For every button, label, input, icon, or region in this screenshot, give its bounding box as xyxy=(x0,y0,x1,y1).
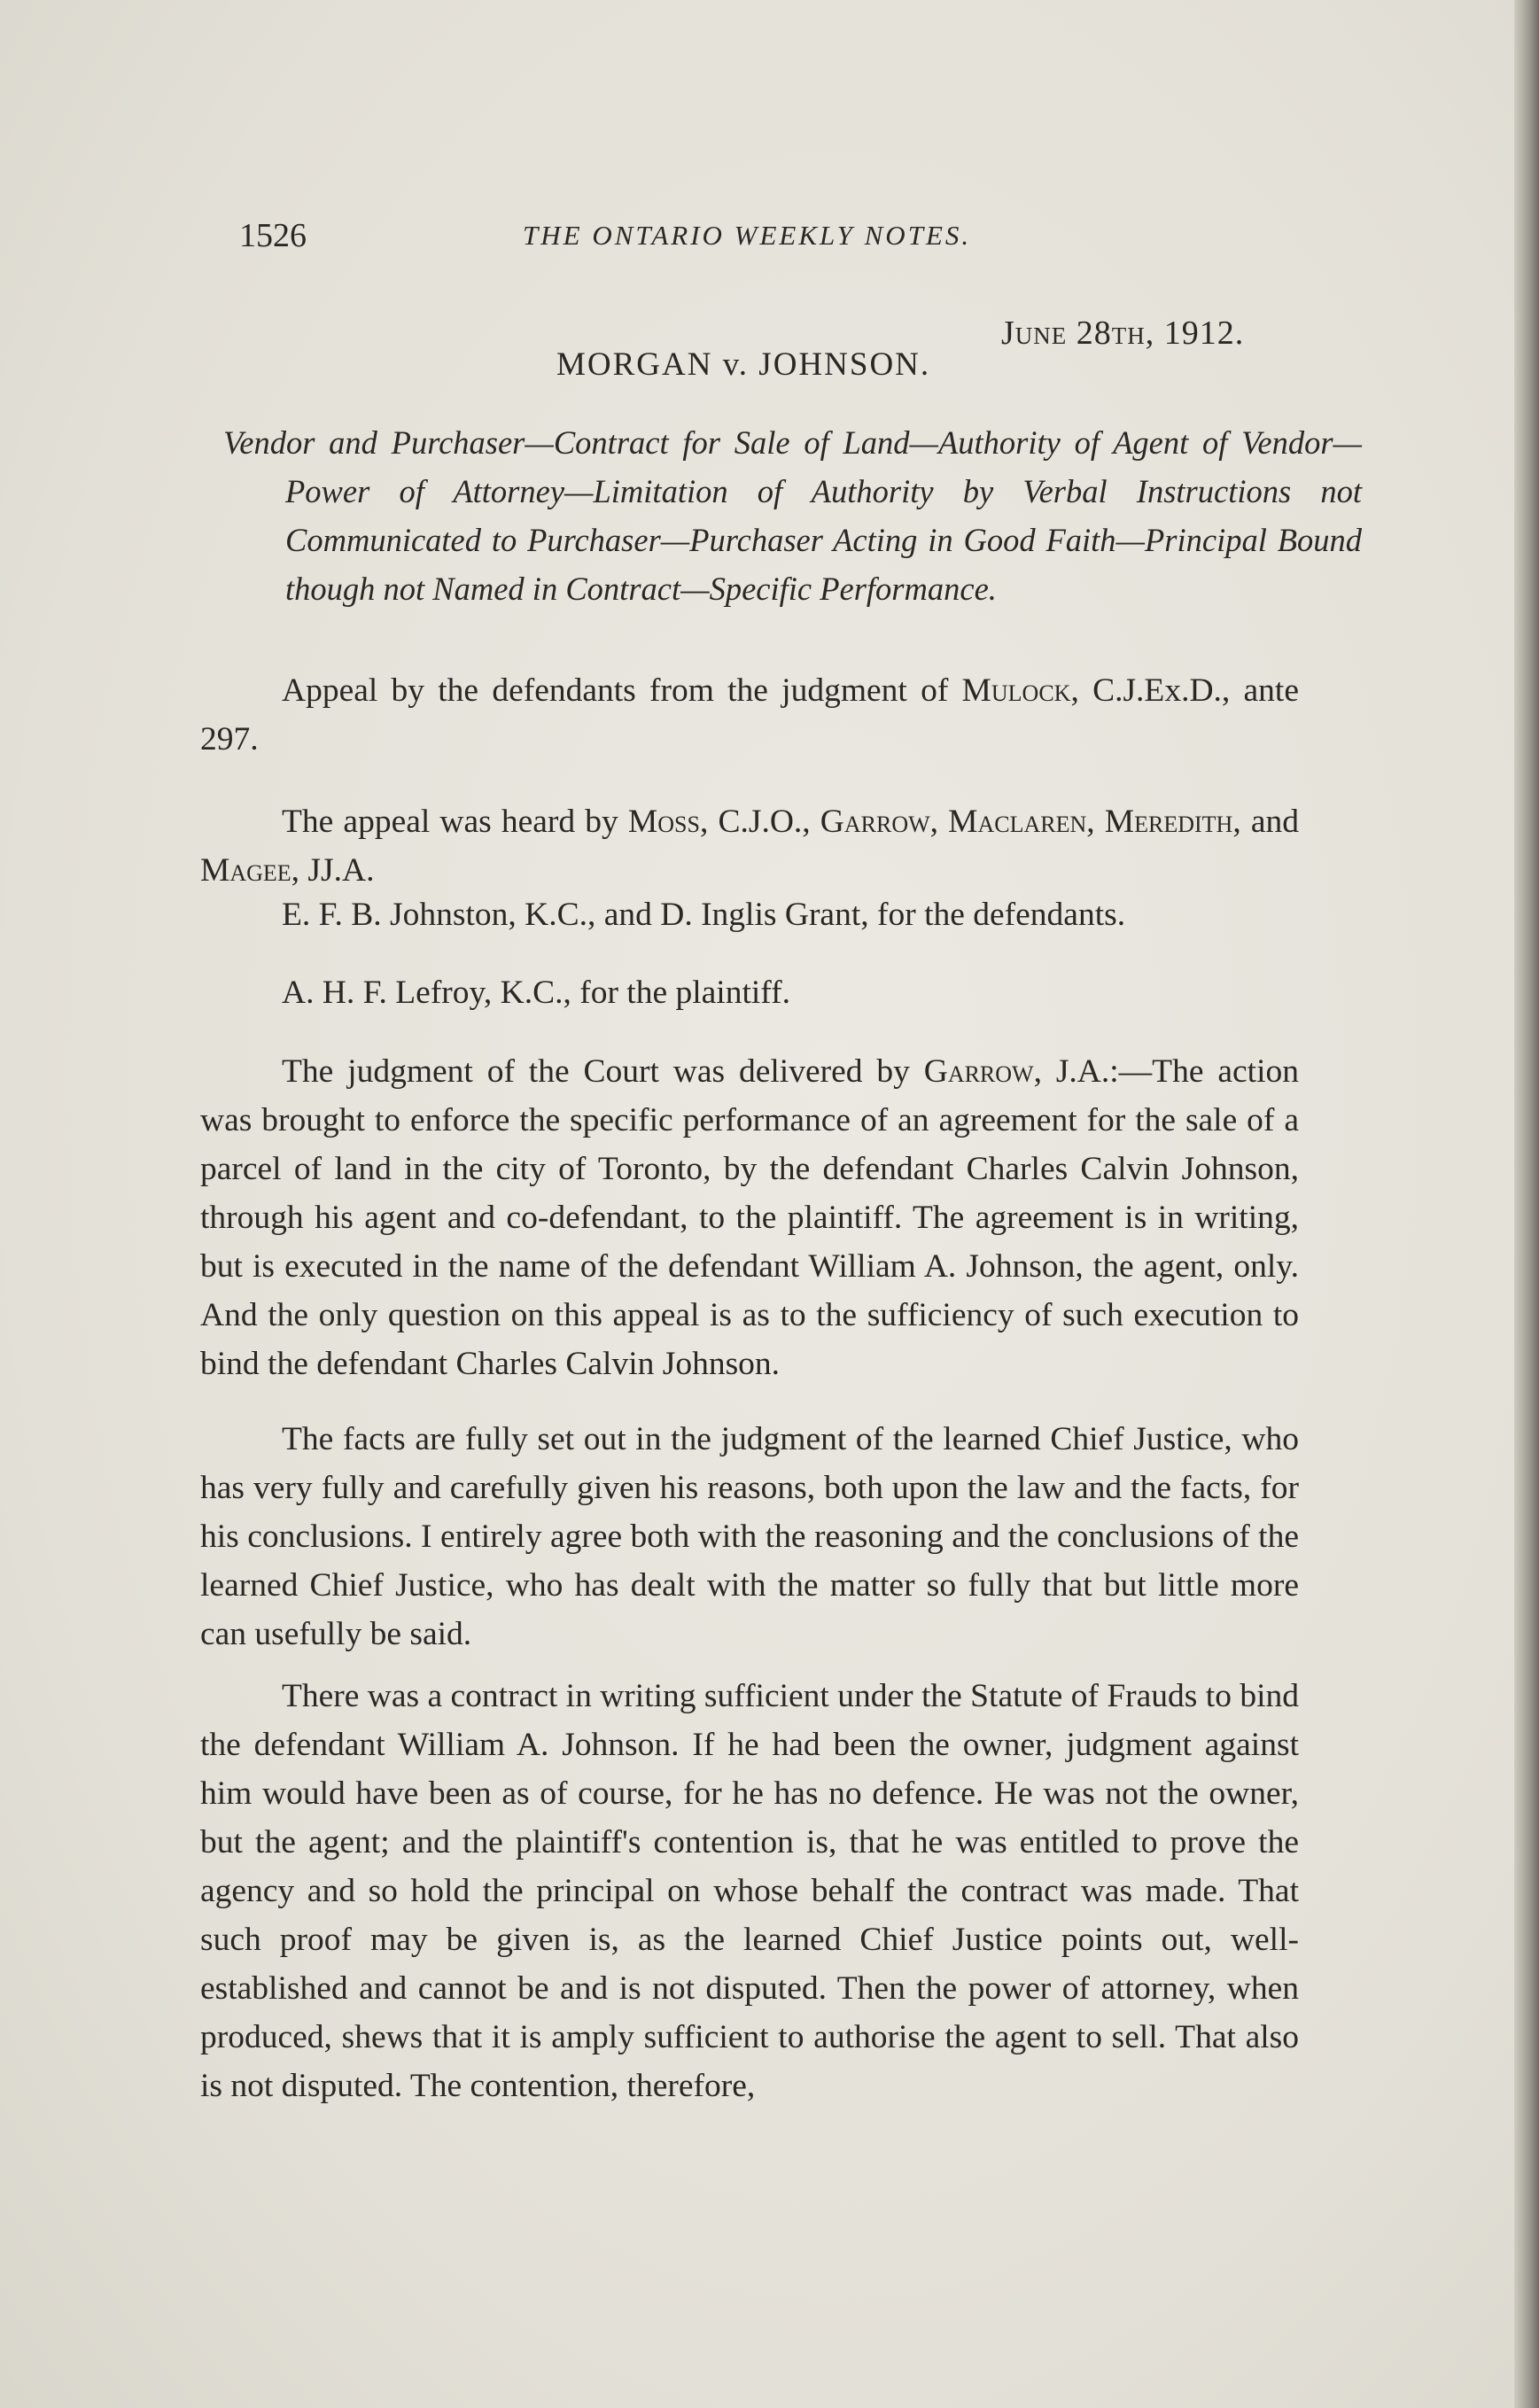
judgment-intro: The judgment of the Court was delivered by xyxy=(282,1053,924,1090)
heard-by-text-4: , JJ.A. xyxy=(291,852,375,889)
running-head xyxy=(239,216,1302,260)
heard-by-text: The appeal was heard by xyxy=(282,804,628,840)
appeal-paragraph xyxy=(200,666,1299,764)
counsel-plaintiff: A. H. F. Lefroy, K.C., for the plaintiff. xyxy=(282,975,790,1011)
appeal-text-after: , C.J.Ex.D., ante 297. xyxy=(200,672,1299,757)
heard-by-text-3: and xyxy=(1240,804,1299,840)
judgment-p1-text: :—The action was brought to enforce the specific performance of an agreement for the sale of a parcel of land in the city of Toronto, by the defendant Charles Calvin Johnson, through his agent and co-defendant, to the plaintiff. The agreement is in writing, but is executed in the name of the defendant William A. Johnson, the agent, only. And the only question on this appeal is as to the sufficiency of such execution to bind the defendant Charles Calvin Johnson. xyxy=(200,1053,1299,1382)
book-spine-edge xyxy=(1514,0,1539,2408)
counsel-defendants: E. F. B. Johnston, K.C., and D. Inglis Grant, for the defendants. xyxy=(282,897,1126,933)
judgment-judge: Garrow, J.A. xyxy=(923,1053,1110,1090)
case-date: June 28th, 1912. xyxy=(1001,315,1245,352)
appeal-judge: Mulock xyxy=(961,672,1071,709)
judgment-paragraph-1 xyxy=(200,1047,1299,1388)
heard-by-judge-3: Magee xyxy=(200,852,291,889)
judgment-paragraph-2: The facts are fully set out in the judgment of the learned Chief Justice, who has very fully and carefully given his reasons, both upon the law and the facts, for his conclusions. I entirely agree both with the reasoning and the conclusions of the learned Chief Justice, who has dealt with the matter so fully that but little more can usefully be said. xyxy=(200,1421,1299,1652)
journal-title: THE ONTARIO WEEKLY NOTES. xyxy=(523,220,972,251)
headnote: Vendor and Purchaser—Contract for Sale of Land—Authority of Agent of Vendor—Power of Attorney—Limitation of Authority by Verbal Instructions not Communicated to Purchaser—Purchaser Acting in Good Faith—Principal Bound though not Named in Contract—Specific Performance. xyxy=(223,424,1362,607)
heard-by-text-2: , C.J.O., xyxy=(699,804,820,840)
heard-by-judge-1: Moss xyxy=(627,804,700,840)
page-number: 1526 xyxy=(239,217,307,254)
appeal-text: Appeal by the defendants from the judgment of xyxy=(282,672,962,709)
judgment-paragraph-3: There was a contract in writing sufficient under the Statute of Frauds to bind the defendant William A. Johnson. If he had been the owner, judgment against him would have been as of course, for he has no defence. He was not the owner, but the agent; and the plaintiff's contention is, that he was entitled to prove the agency and so hold the principal on whose behalf the contract was made. That such proof may be given is, as the learned Chief Justice points out, well-established and cannot be and is not disputed. Then the power of attorney, when produced, shews that it is amply sufficient to authorise the agent to sell. That also is not disputed. The contention, therefore, xyxy=(200,1678,1299,2104)
heard-by-paragraph xyxy=(200,797,1299,895)
case-title: MORGAN v. JOHNSON. xyxy=(556,346,931,383)
heard-by-judges-2: Garrow, Maclaren, Meredith, xyxy=(820,804,1241,840)
